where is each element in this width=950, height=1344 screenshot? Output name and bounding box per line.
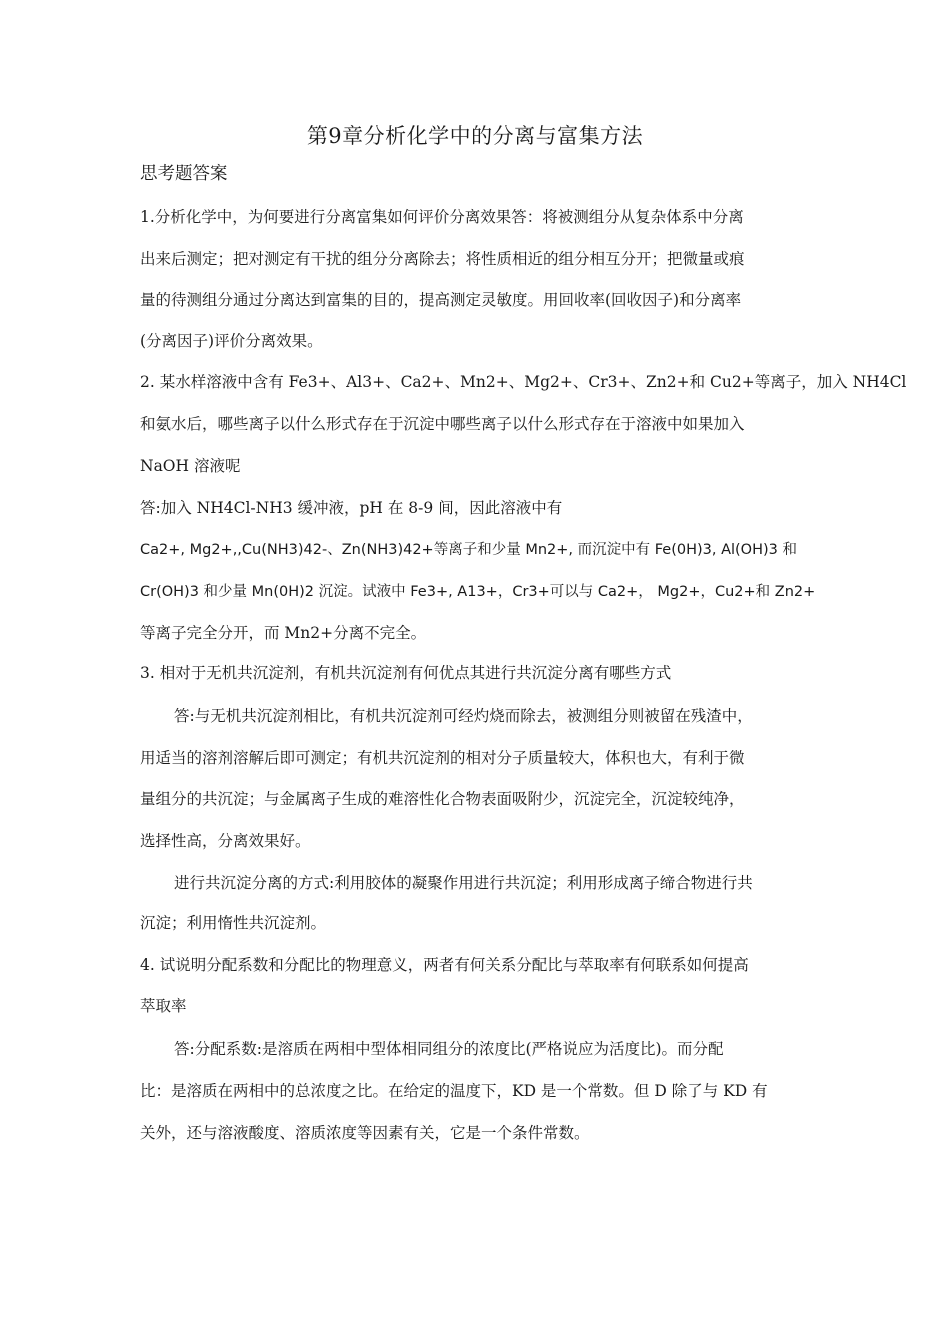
document-title: 第9章分析化学中的分离与富集方法: [306, 124, 644, 148]
text-line: 1.分析化学中，为何要进行分离富集如何评价分离效果答：将被测组分从复杂体系中分离: [140, 208, 744, 226]
question-3-line: 3. 相对于无机共沉淀剂，有机共沉淀剂有何优点其进行共沉淀分离有哪些方式: [140, 664, 672, 682]
question-4-line: 4. 试说明分配系数和分配比的物理意义，两者有何关系分配比与萃取率有何联系如何提高: [140, 956, 749, 974]
text-line: 和氨水后，哪些离子以什么形式存在于沉淀中哪些离子以什么形式存在于溶液中如果加入: [140, 415, 745, 433]
text-line: NaOH 溶液呢: [140, 457, 241, 475]
answer-4-line: 答:分配系数:是溶质在两相中型体相同组分的浓度比(严格说应为活度比)。而分配: [174, 1040, 724, 1058]
question-2-line: 2. 某水样溶液中含有 Fe3+、Al3+、Ca2+、Mn2+、Mg2+、Cr3+、Zn2+和 Cu2+等离子，加入 NH4Cl: [140, 373, 907, 391]
text-line: 量的待测组分通过分离达到富集的目的，提高测定灵敏度。用回收率(回收因子)和分离率: [140, 291, 742, 309]
text-line: Cr(OH)3 和少量 Mn(0H)2 沉淀。试液中 Fe3+, A13+，Cr3+可以与 Ca2+， Mg2+，Cu2+和 Zn2+: [140, 584, 816, 600]
text-line: 答:加入 NH4Cl-NH3 缓冲液，pH 在 8-9 间，因此溶液中有: [140, 499, 563, 517]
text-line: 量组分的共沉淀；与金属离子生成的难溶性化合物表面吸附少，沉淀完全，沉淀较纯净，: [140, 790, 745, 808]
answer-3-line: 答:与无机共沉淀剂相比，有机共沉淀剂可经灼烧而除去，被测组分则被留在残渣中，: [174, 707, 753, 725]
text-line: Ca2+, Mg2+,,Cu(NH3)42-、Zn(NH3)42+等离子和少量 Mn2+, 而沉淀中有 Fe(0H)3, Al(OH)3 和: [140, 542, 797, 558]
text-line: 用适当的溶剂溶解后即可测定；有机共沉淀剂的相对分子质量较大，体积也大，有利于微: [140, 749, 745, 767]
text-line: 等离子完全分开，而 Mn2+分离不完全。: [140, 624, 427, 642]
section-heading: 思考题答案: [140, 164, 228, 184]
text-line: 进行共沉淀分离的方式:利用胶体的凝聚作用进行共沉淀；利用形成离子缔合物进行共: [174, 874, 753, 892]
text-line: (分离因子)评价分离效果。: [140, 332, 323, 350]
text-line: 关外，还与溶液酸度、溶质浓度等因素有关，它是一个条件常数。: [140, 1124, 590, 1142]
text-line: 出来后测定；把对测定有干扰的组分分离除去；将性质相近的组分相互分开；把微量或痕: [140, 250, 745, 268]
text-line: 比：是溶质在两相中的总浓度之比。在给定的温度下，KD 是一个常数。但 D 除了与 KD 有: [140, 1082, 768, 1100]
text-line: 选择性高，分离效果好。: [140, 832, 311, 850]
text-line: 萃取率: [140, 997, 187, 1015]
text-line: 沉淀；利用惰性共沉淀剂。: [140, 914, 327, 932]
